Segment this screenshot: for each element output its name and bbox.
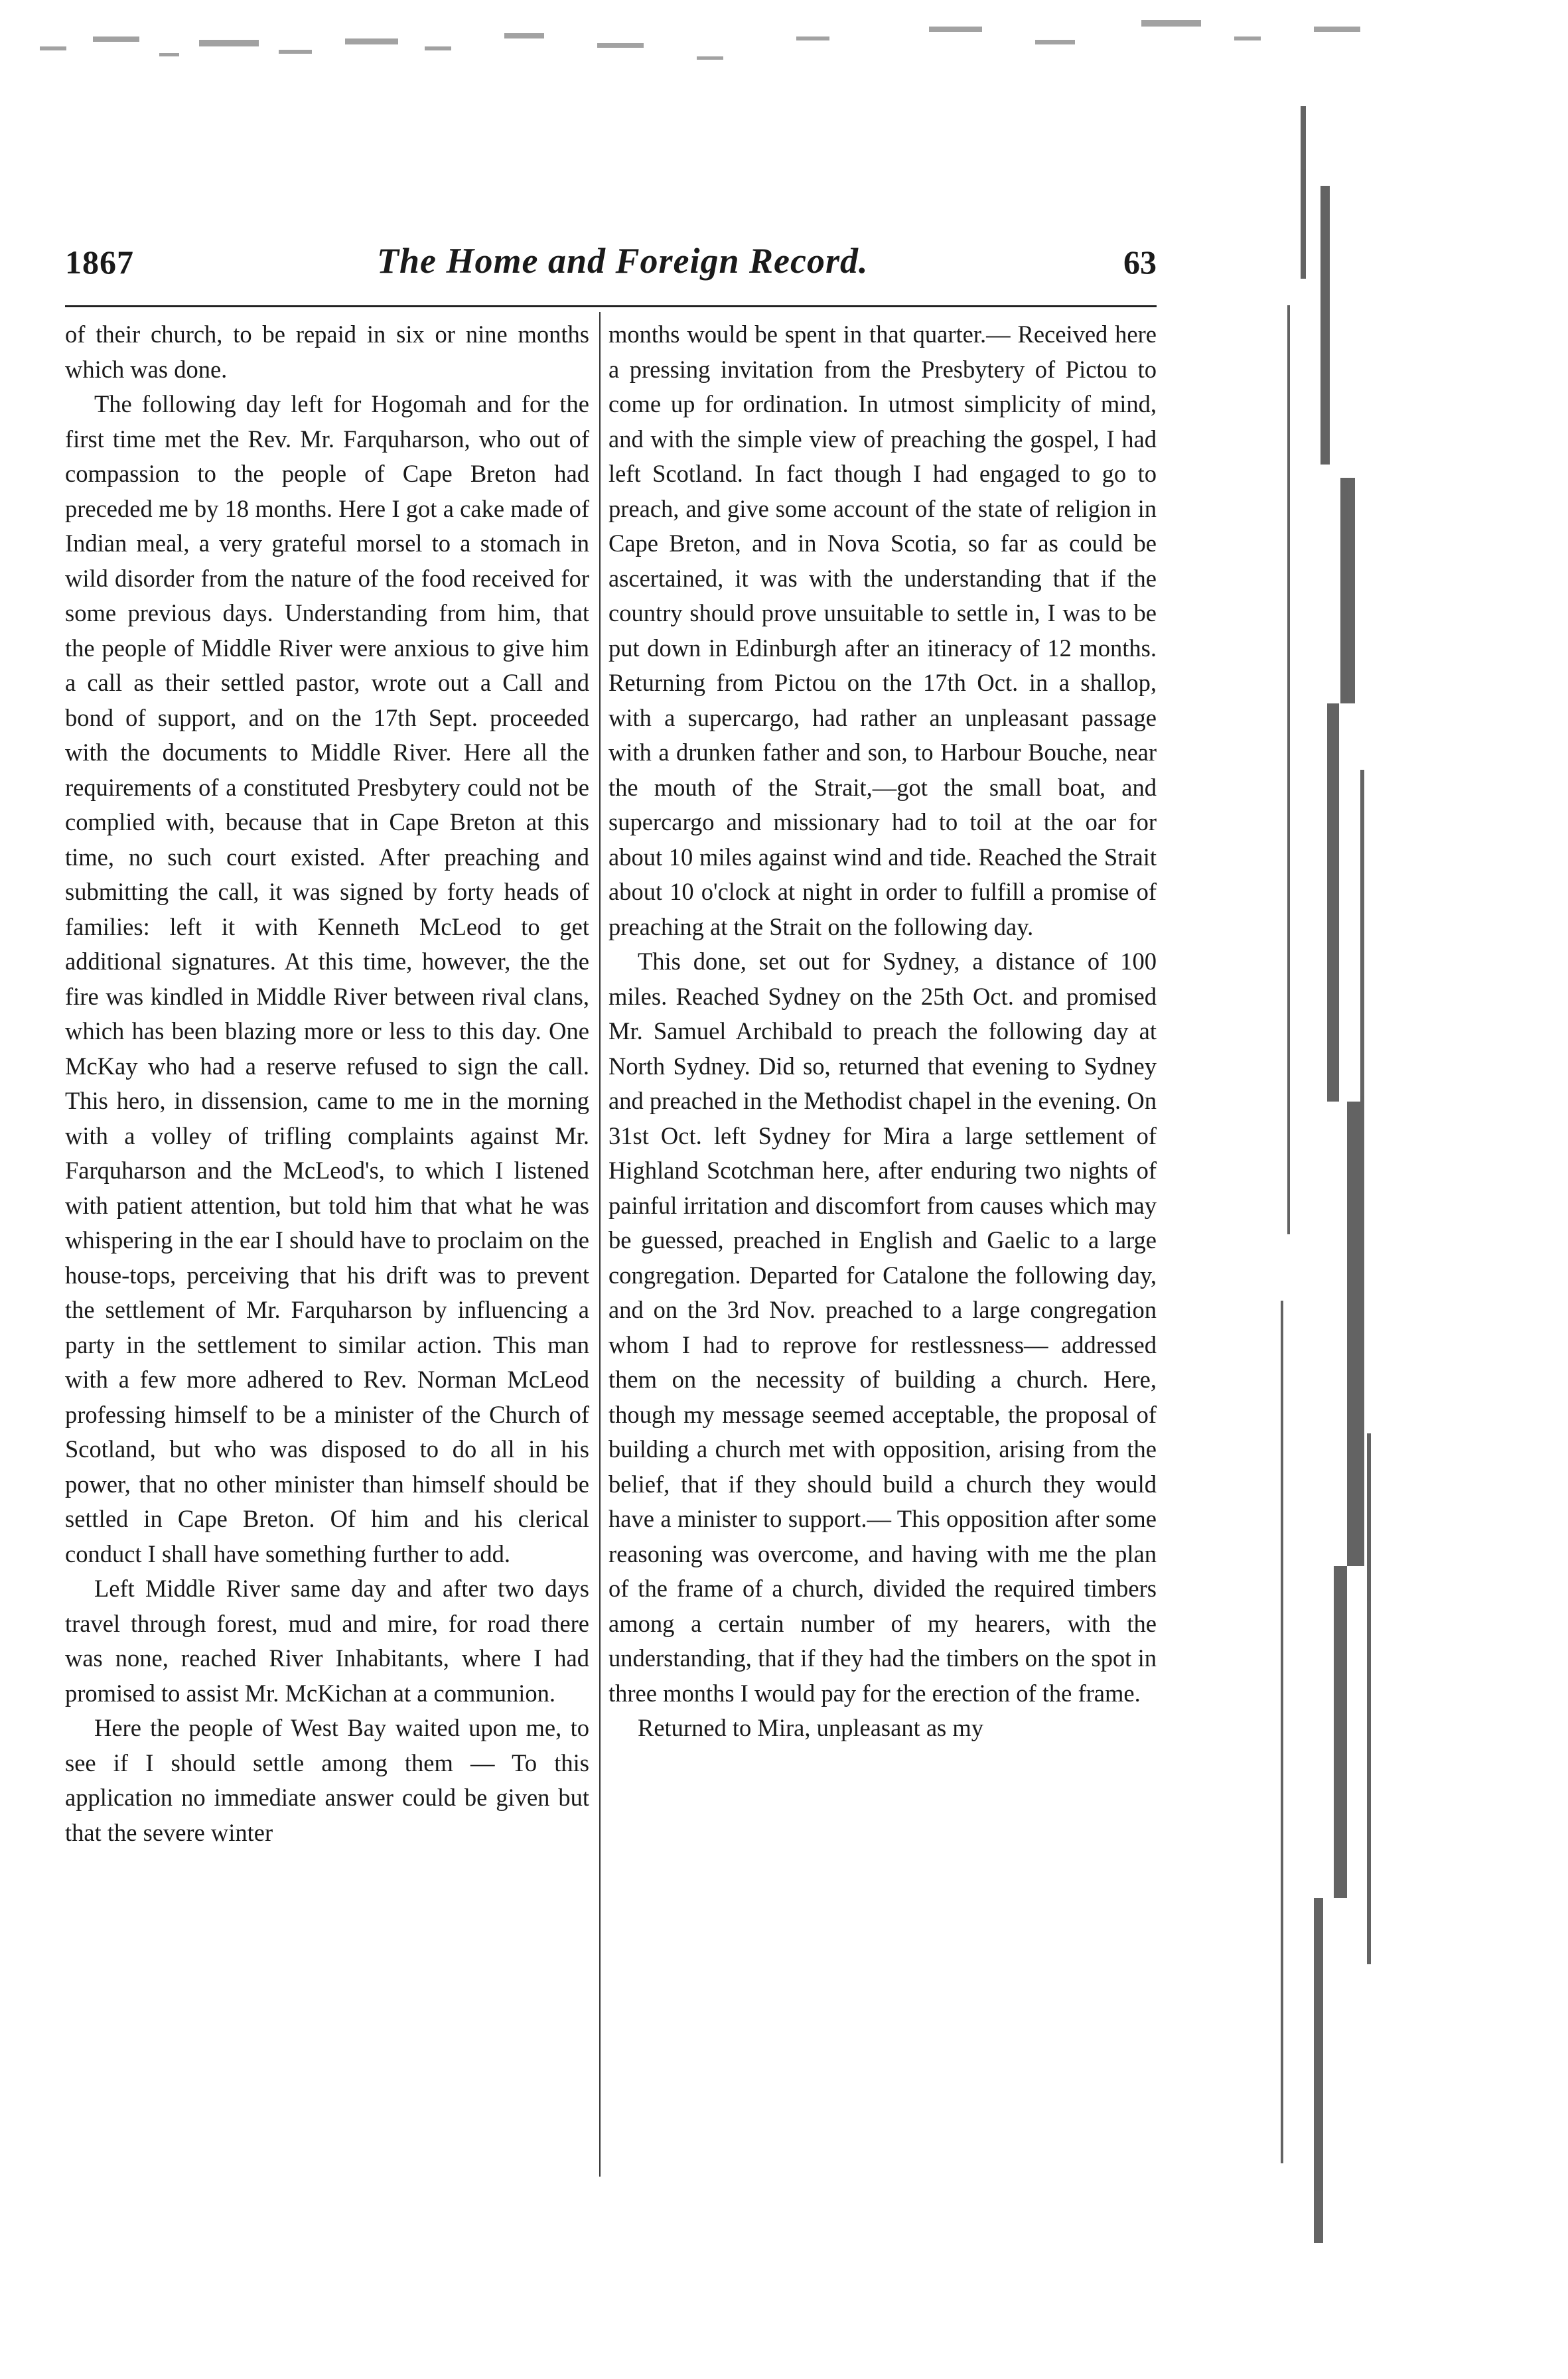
paragraph: Left Middle River same day and after two days travel through forest, mud and mire, for road there was none, reached River Inhabitants, where I had promised to assist Mr. McKichan at a communion. [65,1575,589,1707]
paragraph: of their church, to be repaid in six or nine months which was done. [65,321,589,383]
scan-noise-top [0,0,1568,100]
scan-noise-right-edge [1261,106,1393,2296]
paragraph: months would be spent in that quarter.— Received here a pressing invitation from the Presbytery of Pictou to come up for ordination. In utmost simplicity of mind, and with the simple view of preaching the gospel, I had left Scotland. In fact though I had engaged to go to preach, and give some account of the state of religion in Cape Breton, and in Nova Scotia, so far as could be ascertained, it was with the understanding that if the country should prove unsuitable to settle in, I was to be put down in Edinburgh after an itineracy of 12 months. Returning from Pictou on the 17th Oct. in a shallop, with a supercargo, had rather an unpleasant passage with a drunken father and son, to Harbour Bouche, near the mouth of the Strait,—got the small boat, and supercargo and missionary had to toil at the oar for about 10 miles against wind and tide. Reached the Strait about 10 o'clock at night in order to fulfill a promise of preaching at the Strait on the following day. [608,321,1157,940]
paragraph: Returned to Mira, unpleasant as my [638,1714,984,1741]
header-year: 1867 [65,244,134,281]
page-header [65,240,1157,301]
page-number: 63 [1123,244,1157,281]
paragraph: The following day left for Hogomah and for the first time met the Rev. Mr. Farquharson, who out of compassion to the people of Cape Breton had preceded me by 18 months. Here I got a cake made of Indian meal, a very grateful morsel to a stomach in wild disorder from the nature of the food received for some previous days. Understanding from him, that the people of Middle River were anxious to give him a call as their settled pastor, wrote out a Call and bond of support, and on the 17th Sept. proceeded with the documents to Middle River. Here all the requirements of a constituted Presbytery could not be complied with, because that in Cape Breton at this time, no such court existed. After preaching and submitting the call, it was signed by forty heads of families: left it with Kenneth McLeod to get additional signatures. At this time, however, the the fire was kindled in Middle River between rival clans, which has been blazing more or less to this day. One McKay who had a reserve refused to sign the call. This hero, in dissension, came to me in the morning with a volley of trifling complaints against Mr. Farquharson and the McLeod's, to which I listened with patient attention, but told him that what he was whispering in the ear I should have to proclaim on the house-tops, perceiving that his drift was to prevent the settlement of Mr. Farquharson by influencing a party in the settlement to similar action. This man with a few more adhered to Rev. Norman McLeod professing himself to be a minister of the Church of Scotland, but who was disposed to do all in his power, that no other minister than himself should be settled in Cape Breton. Of him and his clerical conduct I shall have something further to add. [65,390,589,1567]
column-divider [599,312,601,2177]
publication-title: The Home and Foreign Record. [377,241,869,281]
header-rule [65,305,1157,307]
paragraph: This done, set out for Sydney, a distance of 100 miles. Reached Sydney on the 25th Oct. and promised Mr. Samuel Archibald to preach the following day at North Sydney. Did so, returned that evening to Sydney and preached in the Methodist chapel in the evening. On 31st Oct. left Sydney for Mira a large settlement of Highland Scotchman here, after enduring two nights of painful irritation and discomfort from causes which may be guessed, preached in English and Gaelic to a large congregation. Departed for Catalone the following day, and on the 3rd Nov. preached to a large congregation whom I had to reprove for restlessness— addressed them on the necessity of building a church. Here, though my message seemed acceptable, the proposal of building a church met with opposition, arising from the belief, that if they should build a church they would have a minister to support.— This opposition after some reasoning was overcome, and having with me the plan of the frame of a church, divided the required timbers among a certain number of my hearers, with the understanding, that if they had the timbers on the spot in three months I would pay for the erection of the frame. [608,948,1157,1707]
paragraph: Here the people of West Bay waited upon me, to see if I should settle among them — To this application no immediate answer could be given but that the severe winter [65,1714,589,1846]
left-column [65,317,589,1850]
right-column [608,317,1157,1746]
